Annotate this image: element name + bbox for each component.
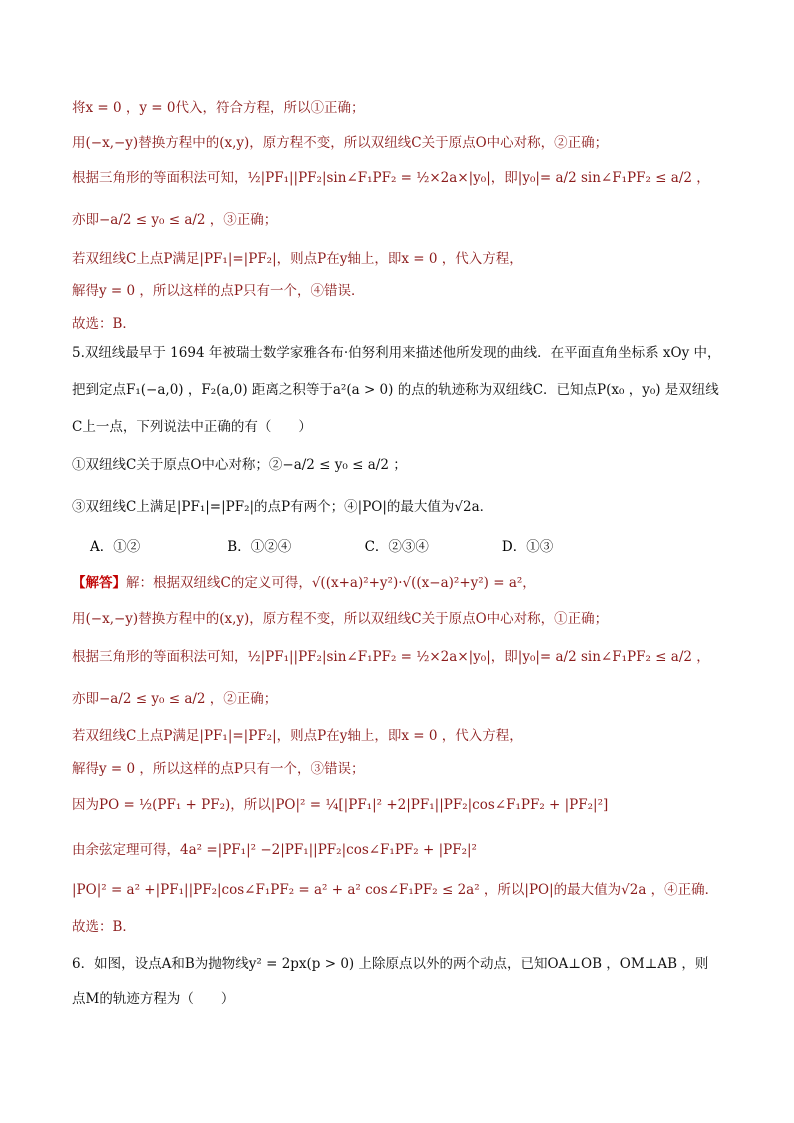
text-line: 根据三角形的等面积法可知，½|PF₁||PF₂|sin∠F₁PF₂ = ½×2a×|y₀|，即|y₀|= a/2 sin∠F₁PF₂ ≤ a/2 ，: [72, 170, 710, 186]
option-d: D．①③: [501, 539, 554, 555]
question-6-line: 6．如图，设点A和B为抛物线y² = 2px(p > 0) 上除原点以外的两个动点，已知OA⊥OB ，OM⊥AB ，则: [72, 956, 709, 972]
solution-line: [72, 573, 536, 593]
answer-tag: 【解答】: [72, 575, 126, 591]
solution-line: |PO|² = a² +|PF₁||PF₂|cos∠F₁PF₂ = a² + a² cos∠F₁PF₂ ≤ 2a² ，所以|PO|的最大值为√2a ，④正确．: [72, 882, 719, 898]
solution-line: 若双纽线C上点P满足|PF₁|=|PF₂|，则点P在y轴上，即x = 0 ，代入方程，: [72, 728, 523, 744]
solution-line: 解得y = 0 ，所以这样的点P只有一个，③错误；: [72, 761, 365, 777]
text-line: 故选：B．: [72, 316, 136, 332]
option-c: C．②③④: [364, 539, 429, 555]
solution-line: 因为PO = ½(PF₁ + PF₂)，所以|PO|² = ¼[|PF₁|² +2|PF₁||PF₂|cos∠F₁PF₂ + |PF₂|²]: [72, 797, 609, 813]
question-5-line: 5.双纽线最早于 1694 年被瑞士数学家雅各布·伯努利用来描述他所发现的曲线．在平面直角坐标系 xOy 中，: [72, 345, 721, 361]
solution-text: 解：根据双纽线C的定义可得，√((x+a)²+y²)·√((x−a)²+y²) = a²，: [126, 575, 536, 591]
question-5-line: ①双纽线C关于原点O中心对称；②−a/2 ≤ y₀ ≤ a/2 ；: [72, 457, 407, 473]
option-b: B．①②④: [227, 539, 292, 555]
solution-line: 由余弦定理可得，4a² =|PF₁|² −2|PF₁||PF₂|cos∠F₁PF₂ + |PF₂|²: [72, 842, 477, 858]
question-6-line: 点M的轨迹方程为（ ）: [72, 991, 235, 1007]
solution-line: 根据三角形的等面积法可知，½|PF₁||PF₂|sin∠F₁PF₂ = ½×2a×|y₀|，即|y₀|= a/2 sin∠F₁PF₂ ≤ a/2 ，: [72, 649, 710, 665]
solution-line: 故选：B．: [72, 919, 136, 935]
text-line: 亦即−a/2 ≤ y₀ ≤ a/2 ，③正确；: [72, 212, 278, 228]
answer-options: [90, 535, 635, 555]
question-5-line: C上一点，下列说法中正确的有（ ）: [72, 419, 312, 435]
text-line: 用(−x,−y)替换方程中的(x,y)，原方程不变，所以双纽线C关于原点O中心对称，②正确；: [72, 135, 609, 151]
question-5-line: 把到定点F₁(−a,0) ，F₂(a,0) 距离之积等于a²(a > 0) 的点的轨迹称为双纽线C．已知点P(x₀ ，y₀) 是双纽线: [72, 382, 719, 398]
solution-line: 亦即−a/2 ≤ y₀ ≤ a/2 ，②正确；: [72, 691, 278, 707]
text-line: 若双纽线C上点P满足|PF₁|=|PF₂|，则点P在y轴上，即x = 0 ，代入方程，: [72, 251, 523, 267]
option-a: A．①②: [90, 539, 141, 555]
text-line: 解得y = 0 ，所以这样的点P只有一个，④错误．: [72, 283, 365, 299]
solution-line: 用(−x,−y)替换方程中的(x,y)，原方程不变，所以双纽线C关于原点O中心对称，①正确；: [72, 611, 609, 627]
question-5-line: ③双纽线C上满足|PF₁|=|PF₂|的点P有两个；④|PO|的最大值为√2a．: [72, 499, 494, 515]
text-line: 将x = 0 ，y = 0代入，符合方程，所以①正确；: [72, 100, 365, 116]
